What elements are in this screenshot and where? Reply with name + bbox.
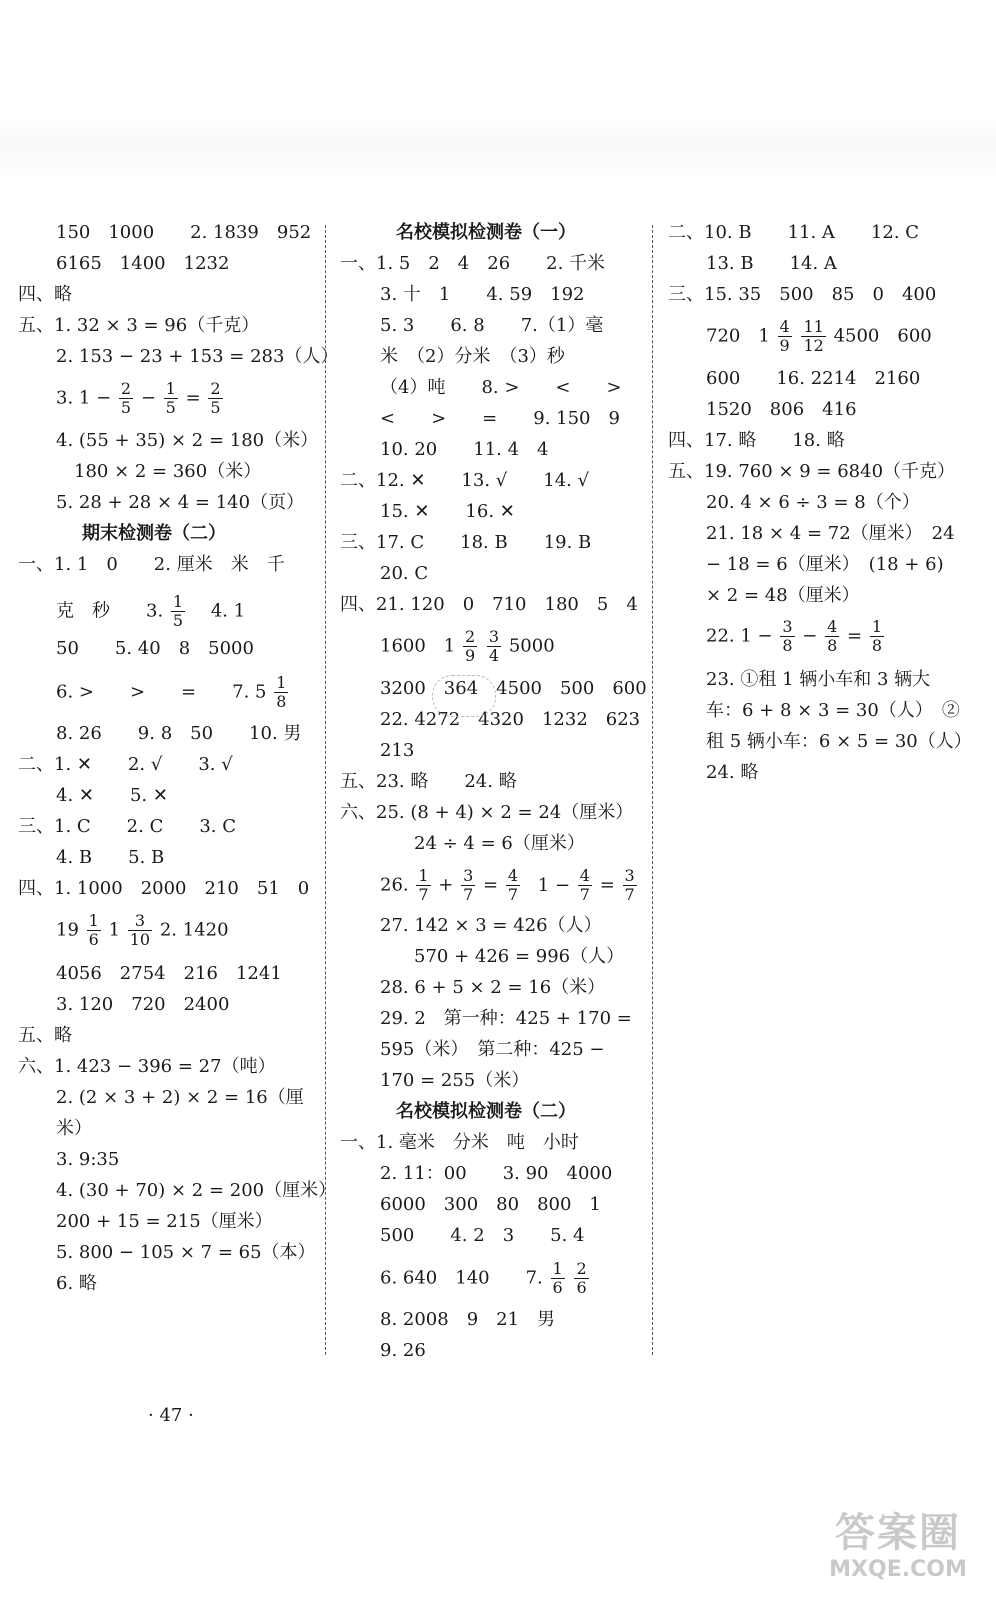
answer-line: 三、15. 35 500 85 0 400 — [668, 284, 937, 305]
answer-line: 3. 120 720 2400 — [56, 994, 230, 1015]
answer-line: 5. 3 6. 8 7.（1）毫 — [380, 315, 604, 336]
page-number: · 47 · — [148, 1405, 194, 1426]
fraction: $\frac{4}{9}$ — [779, 317, 790, 355]
answer-line: 6000 300 80 800 1 — [380, 1194, 601, 1215]
fraction: $\frac{1}{5}$ — [172, 592, 184, 630]
fraction: $\frac{1}{6}$ — [552, 1259, 563, 1297]
answer-line: 20. 4 × 6 ÷ 3 = 8（个） — [706, 492, 920, 513]
answer-line: 24 ÷ 4 = 6（厘米） — [414, 833, 585, 854]
fraction-line: 26. $\frac{1}{7}$ + $\frac{3}{7}$ = $\frac{4}{7}$ 1 − $\frac{4}{7}$ = $\frac{3}{7}$ — [380, 866, 635, 904]
fraction: $\frac{2}{6}$ — [576, 1259, 587, 1297]
answer-line: 10. 20 11. 4 4 — [380, 439, 549, 460]
fraction-line: 6. > > = 7. 5 $\frac{1}{8}$ — [56, 673, 287, 711]
answer-line: 29. 2 第一种：425 + 170 = — [380, 1008, 632, 1029]
answer-line: 595（米） 第二种：425 − — [380, 1039, 605, 1060]
fraction: $\frac{1}{8}$ — [871, 617, 883, 655]
answer-line: 3. 9:35 — [56, 1149, 120, 1170]
answer-line: 200 + 15 = 215（厘米） — [56, 1211, 273, 1232]
fraction: $\frac{2}{9}$ — [465, 627, 476, 665]
answer-line: 五、略 — [18, 1025, 72, 1046]
fraction: $\frac{1}{8}$ — [276, 673, 287, 711]
answer-line: 8. 26 9. 8 50 10. 男 — [56, 723, 302, 744]
answer-line: 四、17. 略 18. 略 — [668, 430, 845, 451]
answer-line: − 18 = 6（厘米） (18 + 6) — [706, 554, 944, 575]
answer-line: 23. ①租 1 辆小车和 3 辆大 — [706, 669, 931, 690]
answer-line: 4. (55 + 35) × 2 = 180（米） — [56, 430, 319, 451]
answer-line: 六、25. (8 + 4) × 2 = 24（厘米） — [340, 802, 634, 823]
answer-line: < > = 9. 150 9 — [380, 408, 620, 429]
answer-line: 5. 800 − 105 × 7 = 65（本） — [56, 1242, 316, 1263]
answer-line: 1520 806 416 — [706, 399, 857, 420]
fraction: $\frac{3}{10}$ — [129, 911, 151, 949]
fraction: $\frac{4}{7}$ — [579, 866, 590, 904]
answer-line: 4. ✕ 5. ✕ — [56, 785, 168, 806]
answer-line: 22. 4272 4320 1232 623 — [380, 709, 641, 730]
section-title: 名校模拟检测卷（一） — [396, 222, 576, 243]
answer-line: 24. 略 — [706, 762, 759, 783]
answer-line: 二、1. ✕ 2. √ 3. √ — [18, 754, 233, 775]
answer-line: 三、1. C 2. C 3. C — [18, 816, 237, 837]
answer-line: 570 + 426 = 996（人） — [414, 946, 625, 967]
answer-line: 租 5 辆小车：6 × 5 = 30（人） — [706, 731, 972, 752]
fraction-line: 6. 640 140 7. $\frac{1}{6}$ $\frac{2}{6}$ — [380, 1259, 587, 1297]
answer-line: 9. 26 — [380, 1340, 426, 1361]
answer-line: 5. 28 + 28 × 4 = 140（页） — [56, 492, 305, 513]
fraction: $\frac{1}{5}$ — [165, 379, 176, 417]
fraction-line: 克 秒 3. $\frac{1}{5}$ 4. 1 — [56, 592, 246, 630]
fraction: $\frac{3}{7}$ — [624, 866, 635, 904]
answer-line: 180 × 2 = 360（米） — [74, 461, 262, 482]
answer-line: 二、12. ✕ 13. √ 14. √ — [340, 470, 590, 491]
answer-line: （4）吨 8. > < > — [380, 377, 622, 398]
answer-line: 一、1. 毫米 分米 吨 小时 — [340, 1132, 579, 1153]
answer-line: 150 1000 2. 1839 952 — [56, 222, 312, 243]
answer-line: 50 5. 40 8 5000 — [56, 638, 254, 659]
answer-line: 2. 11：00 3. 90 4000 — [380, 1163, 613, 1184]
fraction-line: 22. 1 − $\frac{3}{8}$ − $\frac{4}{8}$ = $\frac{1}{8}$ — [706, 617, 883, 655]
answer-line: 8. 2008 9 21 男 — [380, 1309, 556, 1330]
watermark-url: MXQE.COM — [829, 1557, 967, 1582]
answer-line: × 2 = 48（厘米） — [706, 585, 860, 606]
answer-line: 4056 2754 216 1241 — [56, 963, 282, 984]
answer-line: 21. 18 × 4 = 72（厘米） 24 — [706, 523, 955, 544]
answer-line: 27. 142 × 3 = 426（人） — [380, 915, 602, 936]
answer-line: 四、21. 120 0 710 180 5 4 — [340, 594, 638, 615]
answer-line: 三、17. C 18. B 19. B — [340, 532, 592, 553]
faint-stamp — [432, 675, 496, 717]
answer-line: 15. ✕ 16. ✕ — [380, 501, 515, 522]
answer-line: 6165 1400 1232 — [56, 253, 230, 274]
fraction: $\frac{2}{5}$ — [120, 379, 132, 417]
watermark-logo — [810, 1510, 986, 1596]
answer-line: 一、1. 5 2 4 26 2. 千米 — [340, 253, 606, 274]
answer-line: 四、略 — [18, 284, 72, 305]
answer-line: 六、1. 423 − 396 = 27（吨） — [18, 1056, 276, 1077]
answer-line: 600 16. 2214 2160 — [706, 368, 921, 389]
answer-line: 2. 153 − 23 + 153 = 283（人） — [56, 346, 339, 367]
column-divider — [652, 225, 653, 1355]
answer-line: 500 4. 2 3 5. 4 — [380, 1225, 585, 1246]
fraction: $\frac{4}{8}$ — [827, 617, 838, 655]
answer-line: 28. 6 + 5 × 2 = 16（米） — [380, 977, 606, 998]
answer-line: 213 — [380, 740, 415, 761]
section-title: 期末检测卷（二） — [82, 523, 226, 544]
fraction: $\frac{3}{8}$ — [782, 617, 793, 655]
answer-line: 五、19. 760 × 9 = 6840（千克） — [668, 461, 956, 482]
answer-line: 五、23. 略 24. 略 — [340, 771, 517, 792]
fraction: $\frac{2}{5}$ — [210, 379, 221, 417]
answer-line: 五、1. 32 × 3 = 96（千克） — [18, 315, 260, 336]
fraction-line: 19 $\frac{1}{6}$ 1 $\frac{3}{10}$ 2. 1420 — [56, 911, 229, 949]
column-divider — [325, 225, 326, 1355]
fraction: $\frac{1}{6}$ — [88, 911, 99, 949]
fraction: $\frac{1}{7}$ — [418, 866, 429, 904]
watermark-text: 答案圈 — [835, 1510, 961, 1556]
fraction: $\frac{4}{7}$ — [507, 866, 519, 904]
answer-line: 一、1. 1 0 2. 厘米 米 千 — [18, 554, 285, 575]
fraction-line: 720 1 $\frac{4}{9}$ $\frac{11}{12}$ 4500 600 — [706, 317, 932, 355]
fraction-line: 1600 1 $\frac{2}{9}$ $\frac{3}{4}$ 5000 — [380, 627, 555, 665]
answer-line: 2. (2 × 3 + 2) × 2 = 16（厘 — [56, 1087, 304, 1108]
answer-line: 4. B 5. B — [56, 847, 165, 868]
answer-line: 3. 十 1 4. 59 192 — [380, 284, 585, 305]
answer-line: 6. 略 — [56, 1273, 97, 1294]
answer-line: 3200 364 4500 500 600 — [380, 678, 647, 699]
fraction: $\frac{3}{4}$ — [488, 627, 500, 665]
answer-line: 四、1. 1000 2000 210 51 0 — [18, 878, 310, 899]
answer-line: 车：6 + 8 × 3 = 30（人） ② — [706, 700, 960, 721]
fraction-line: 3. 1 − $\frac{2}{5}$ − $\frac{1}{5}$ = $\frac{2}{5}$ — [56, 379, 221, 417]
answer-line: 米 （2）分米 （3）秒 — [380, 346, 565, 367]
scan-noise-band — [0, 118, 996, 178]
fraction: $\frac{3}{7}$ — [463, 866, 474, 904]
answer-line: 20. C — [380, 563, 429, 584]
answer-line: 13. B 14. A — [706, 253, 837, 274]
fraction: $\frac{11}{12}$ — [803, 317, 824, 355]
answer-line: 4. (30 + 70) × 2 = 200（厘米） — [56, 1180, 337, 1201]
answer-line: 二、10. B 11. A 12. C — [668, 222, 920, 243]
answer-line: 170 = 255（米） — [380, 1070, 530, 1091]
answer-line: 米） — [56, 1118, 92, 1139]
section-title: 名校模拟检测卷（二） — [396, 1101, 576, 1122]
